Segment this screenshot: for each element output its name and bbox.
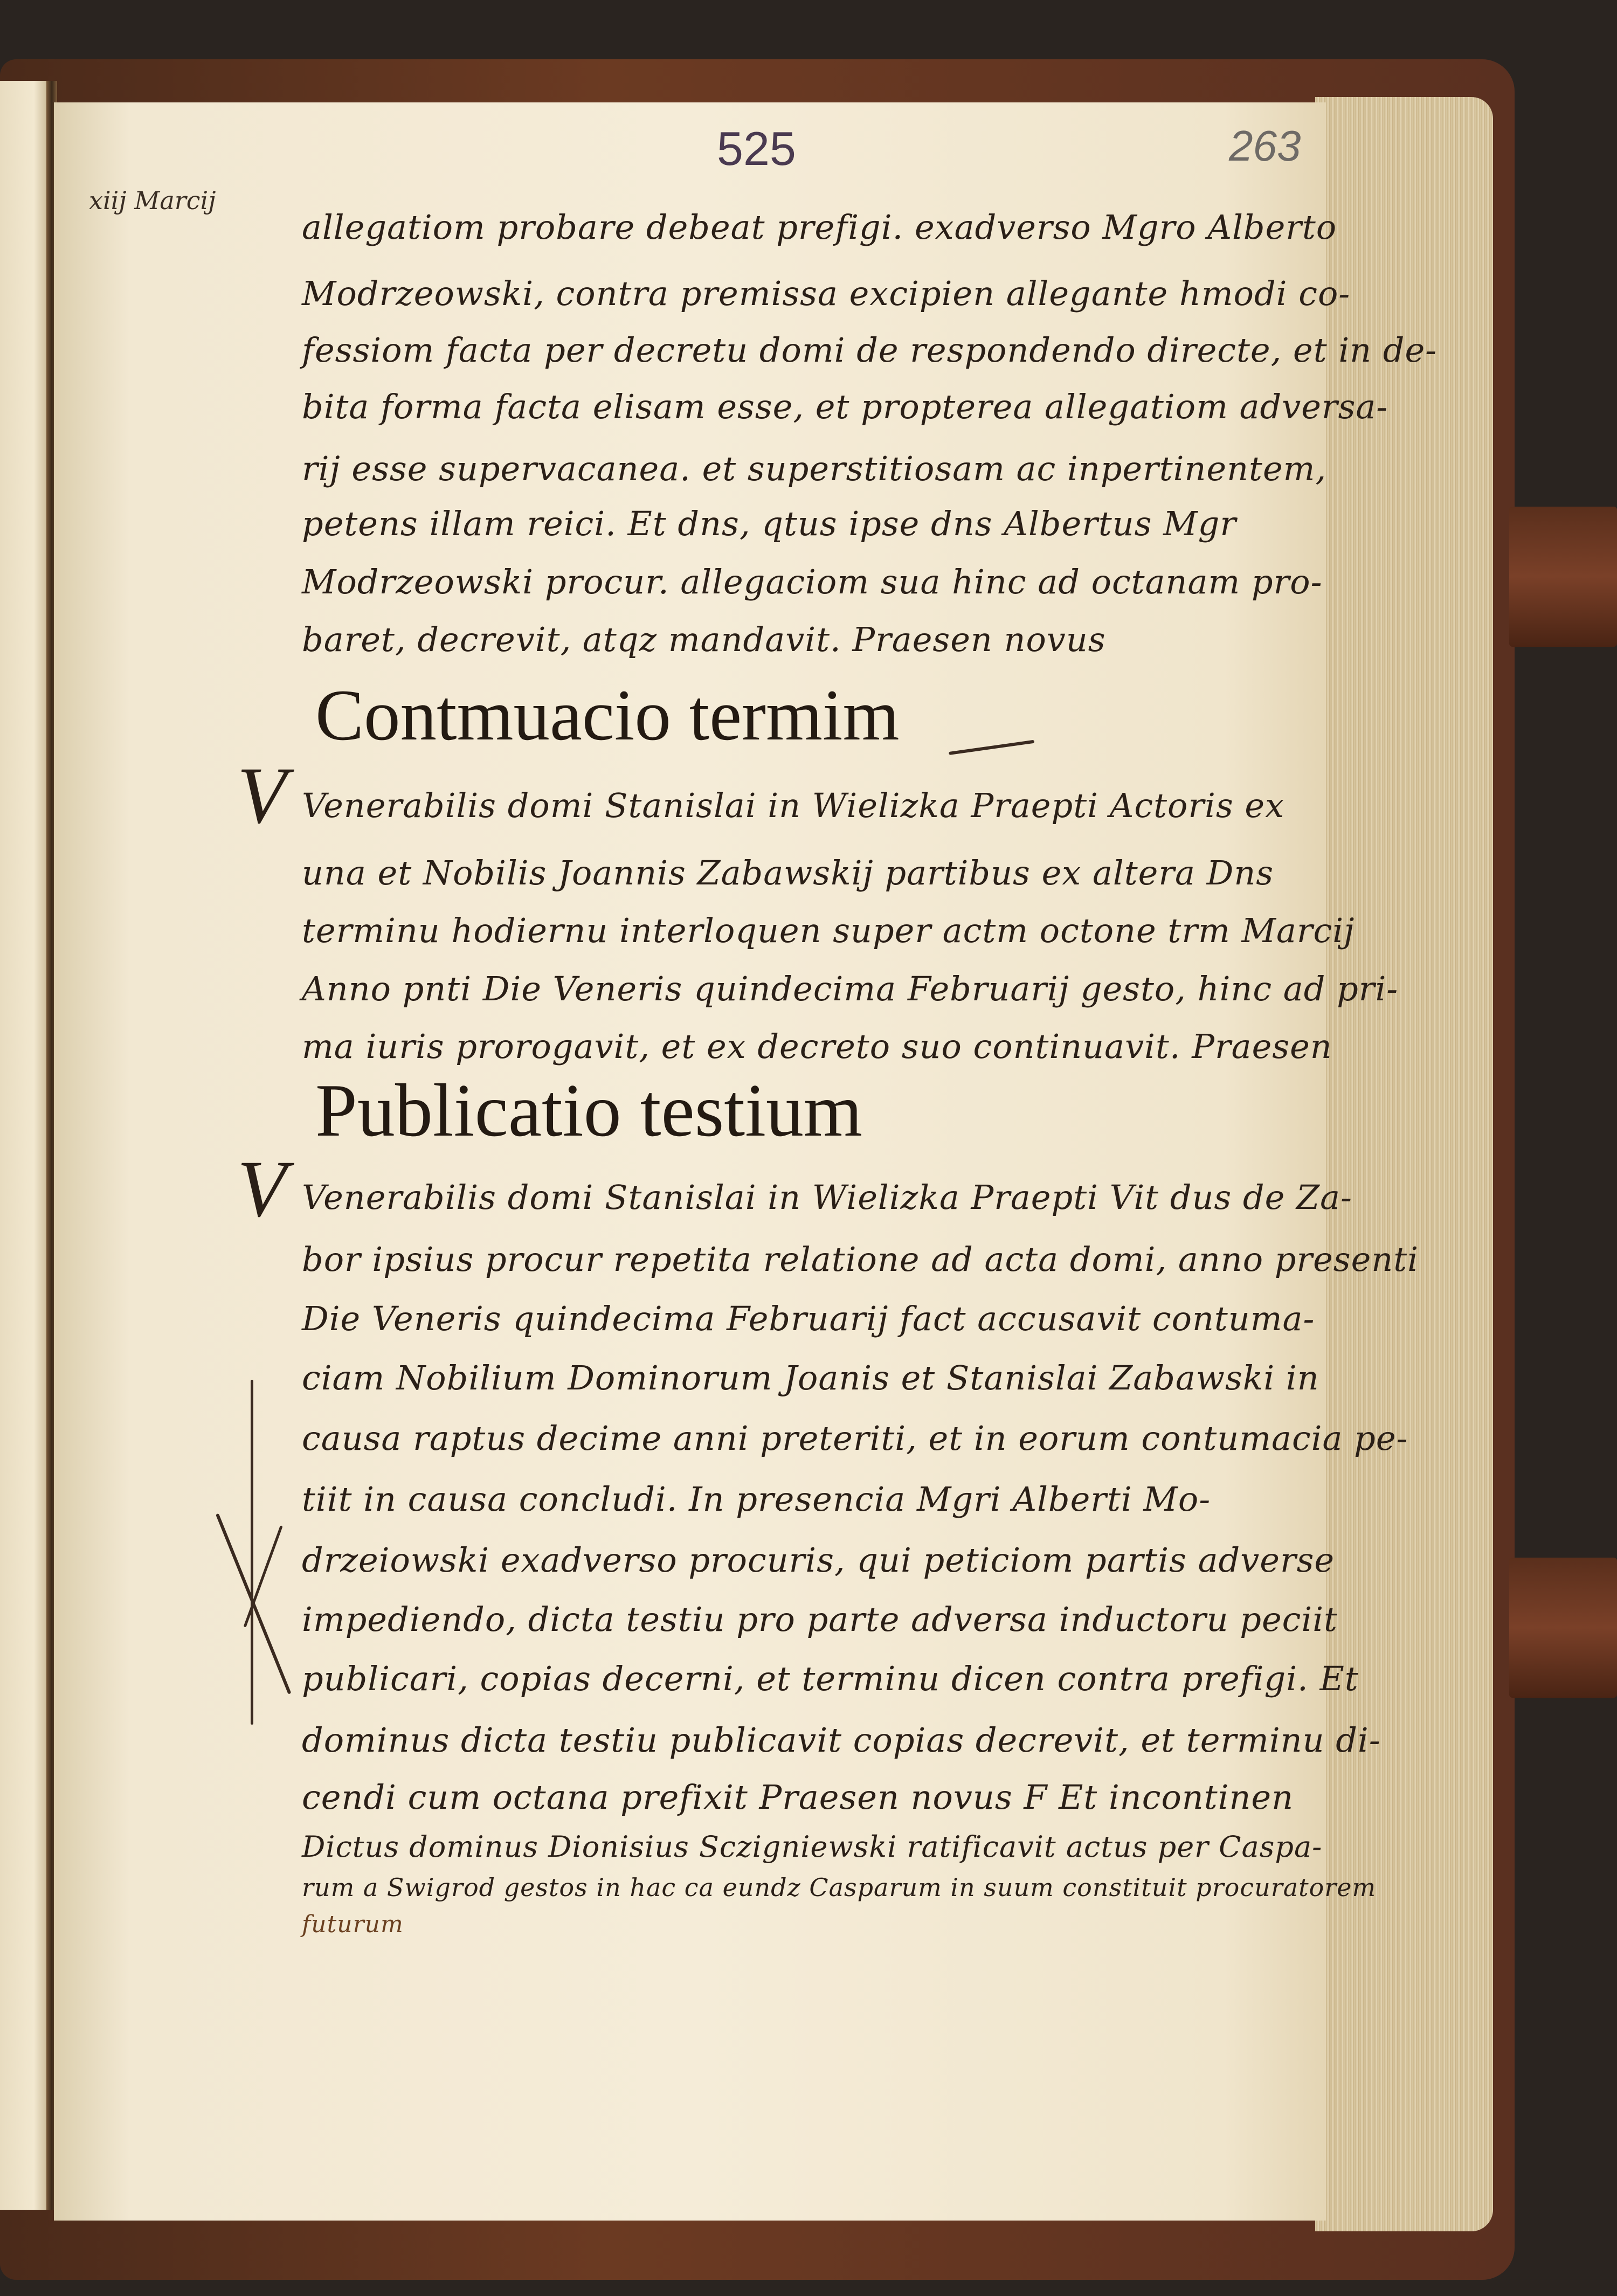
text-line: ciam Nobilium Dominorum Joanis et Stanislai Zabawski in [302,1358,1319,1398]
left-page-edge [0,81,49,2210]
text-line: terminu hodiernu interloquen super actm octone trm Marcij [302,911,1355,950]
text-line: drzeiowski exadverso procuris, qui peticiom partis adverse [302,1540,1335,1580]
text-line: Venerabilis domi Stanislai in Wielizka Praepti Actoris ex [302,786,1285,825]
text-line: tiit in causa concludi. In presencia Mgri Alberti Mo- [302,1479,1211,1519]
text-line: causa raptus decime anni preteriti, et in eorum contumacia pe- [302,1419,1408,1458]
text-line: petens illam reici. Et dns, qtus ipse dns Albertus Mgr [302,504,1236,543]
text-line: rij esse supervacanea. et superstitiosam ac inpertinentem, [302,449,1327,488]
text-line: ma iuris prorogavit, et ex decreto suo continuavit. Praesen [302,1027,1332,1066]
initial-letter-v: V [237,751,287,840]
clasp-strap-bottom [1509,1558,1617,1698]
text-line: futurum [302,1911,404,1938]
text-line: baret, decrevit, atqz mandavit. Praesen novus [302,620,1106,659]
text-line: Modrzeowski, contra premissa excipien allegante hmodi co- [302,274,1351,313]
section-heading: Publicatio testium [315,1069,862,1152]
text-line: Venerabilis domi Stanislai in Wielizka Praepti Vit dus de Za- [302,1178,1353,1217]
text-line: Die Veneris quindecima Februarij fact accusavit contuma- [302,1299,1315,1338]
margin-date-note: xiij Marcij [89,186,216,215]
initial-letter-v: V [237,1144,287,1234]
text-line: fessiom facta per decretu domi de respondendo directe, et in de- [302,330,1438,370]
folio-number: 525 [717,122,796,175]
corner-folio-number: 263 [1229,122,1301,170]
text-line: allegatiom probare debeat prefigi. exadverso Mgro Alberto [302,208,1337,247]
text-line: una et Nobilis Joannis Zabawskij partibus ex altera Dns [302,853,1274,893]
text-line: impediendo, dicta testiu pro parte adversa inductoru peciit [302,1600,1338,1639]
text-line: Dictus dominus Dionisius Sczigniewski ratificavit actus per Caspa- [302,1830,1323,1864]
section-heading: Contmuacio termim [315,675,900,756]
text-line: Modrzeowski procur. allegaciom sua hinc ad octanam pro- [302,562,1323,601]
text-line: cendi cum octana prefixit Praesen novus F Et incontinen [302,1778,1294,1817]
text-line: bor ipsius procur repetita relatione ad acta domi, anno presenti [302,1240,1419,1279]
text-line: dominus dicta testiu publicavit copias decrevit, et terminu di- [302,1720,1381,1760]
text-line: publicari, copias decerni, et terminu dicen contra prefigi. Et [302,1659,1359,1698]
text-line: rum a Swigrod gestos in hac ca eundz Casparum in suum constituit procuratorem [302,1873,1377,1902]
margin-stroke [251,1380,253,1725]
clasp-strap-top [1509,507,1617,647]
text-line: bita forma facta elisam esse, et propterea allegatiom adversa- [302,387,1388,426]
text-line: Anno pnti Die Veneris quindecima Februarij gesto, hinc ad pri- [302,969,1399,1008]
